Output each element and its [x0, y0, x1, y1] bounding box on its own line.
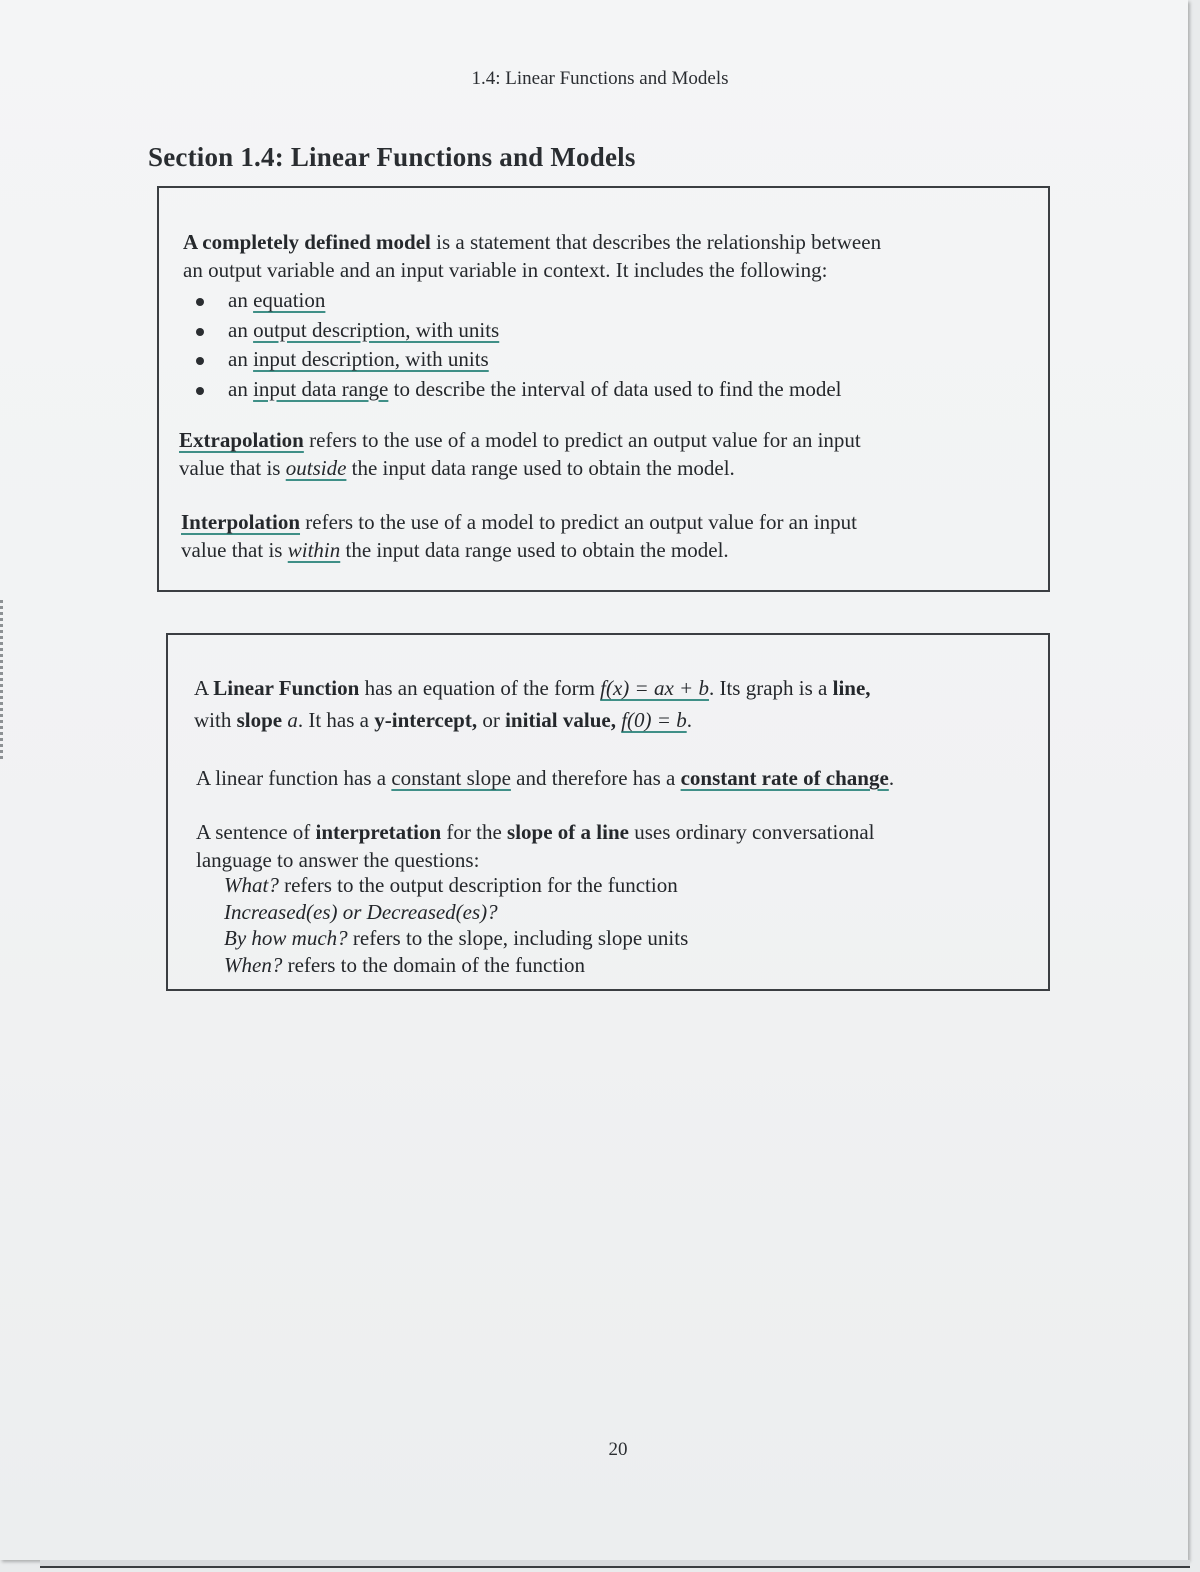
linear-function-line1: A Linear Function has an equation of the form f(x) = ax + b. Its graph is a line,: [194, 676, 871, 700]
binding-edge: [0, 600, 3, 760]
initial-value-equation: f(0) = b: [621, 708, 687, 732]
extrapolation-term: Extrapolation: [179, 428, 304, 452]
interpretation-line1: A sentence of interpretation for the slope of a line uses ordinary conversational: [196, 820, 875, 844]
interpretation-questions: [224, 872, 688, 978]
page-stack-edge: [40, 1560, 1190, 1568]
model-components-list: [196, 286, 841, 404]
highlighted-text: input description, with units: [253, 347, 489, 371]
list-item: When? refers to the domain of the function: [224, 952, 585, 977]
constant-rate-term: constant rate of change: [680, 766, 889, 790]
slope-term: slope: [236, 708, 283, 732]
highlighted-text: equation: [253, 288, 326, 312]
interpolation-term: Interpolation: [181, 510, 301, 534]
bullet-icon: [196, 328, 204, 336]
interpretation-line2: language to answer the questions:: [196, 848, 480, 872]
list-item: an input description, with units: [196, 345, 841, 375]
extrapolation-line2: value that is outside the input data range used to obtain the model.: [179, 456, 735, 480]
list-item: What? refers to the output description for the function: [224, 873, 678, 897]
line-term: line,: [832, 676, 871, 700]
constant-slope-text: constant slope: [391, 766, 511, 790]
linear-function-term: Linear Function: [213, 676, 360, 700]
list-item: Increased(es) or Decreased(es)?: [224, 899, 498, 924]
list-item: By how much? refers to the slope, including slope units: [224, 926, 689, 950]
model-definition-line1: [183, 228, 881, 256]
model-definition-rest: is a statement that describes the relationship between: [430, 230, 882, 254]
running-head: 1.4: Linear Functions and Models: [471, 68, 729, 89]
interpretation-term: interpretation: [315, 820, 442, 844]
page-number: 20: [608, 1439, 628, 1460]
slope-of-line-term: slope of a line: [507, 820, 629, 844]
y-intercept-term: y-intercept,: [374, 708, 483, 732]
constant-slope-line: A linear function has a constant slope and therefore has a constant rate of change.: [196, 766, 895, 790]
outside-emphasis: outside: [285, 456, 347, 480]
highlighted-text: output description, with units: [253, 317, 500, 342]
bullet-icon: [196, 387, 204, 395]
extrapolation-line1: Extrapolation refers to the use of a model to predict an output value for an input: [179, 428, 861, 452]
list-item: an input data range to describe the interval of data used to find the model: [196, 375, 841, 405]
list-item: an output description, with units: [196, 316, 841, 346]
initial-value-term: initial value,: [505, 708, 622, 732]
bullet-icon: [196, 357, 204, 365]
bullet-icon: [196, 298, 204, 306]
model-definition-line2: an output variable and an input variable in context. It includes the following:: [183, 258, 828, 282]
list-item: an equation: [196, 286, 841, 316]
section-title: Section 1.4: Linear Functions and Models: [148, 142, 636, 172]
slope-variable: a: [287, 708, 298, 732]
linear-function-line2: with slope a. It has a y-intercept, or initial value, f(0) = b.: [194, 708, 692, 732]
linear-equation: f(x) = ax + b: [600, 676, 709, 700]
interpolation-line2: value that is within the input data range used to obtain the model.: [181, 538, 729, 562]
interpolation-line1: Interpolation refers to the use of a model to predict an output value for an input: [181, 510, 857, 534]
within-emphasis: within: [287, 538, 341, 562]
model-term: A completely defined model: [183, 230, 431, 254]
highlighted-text: input data range: [253, 376, 389, 401]
